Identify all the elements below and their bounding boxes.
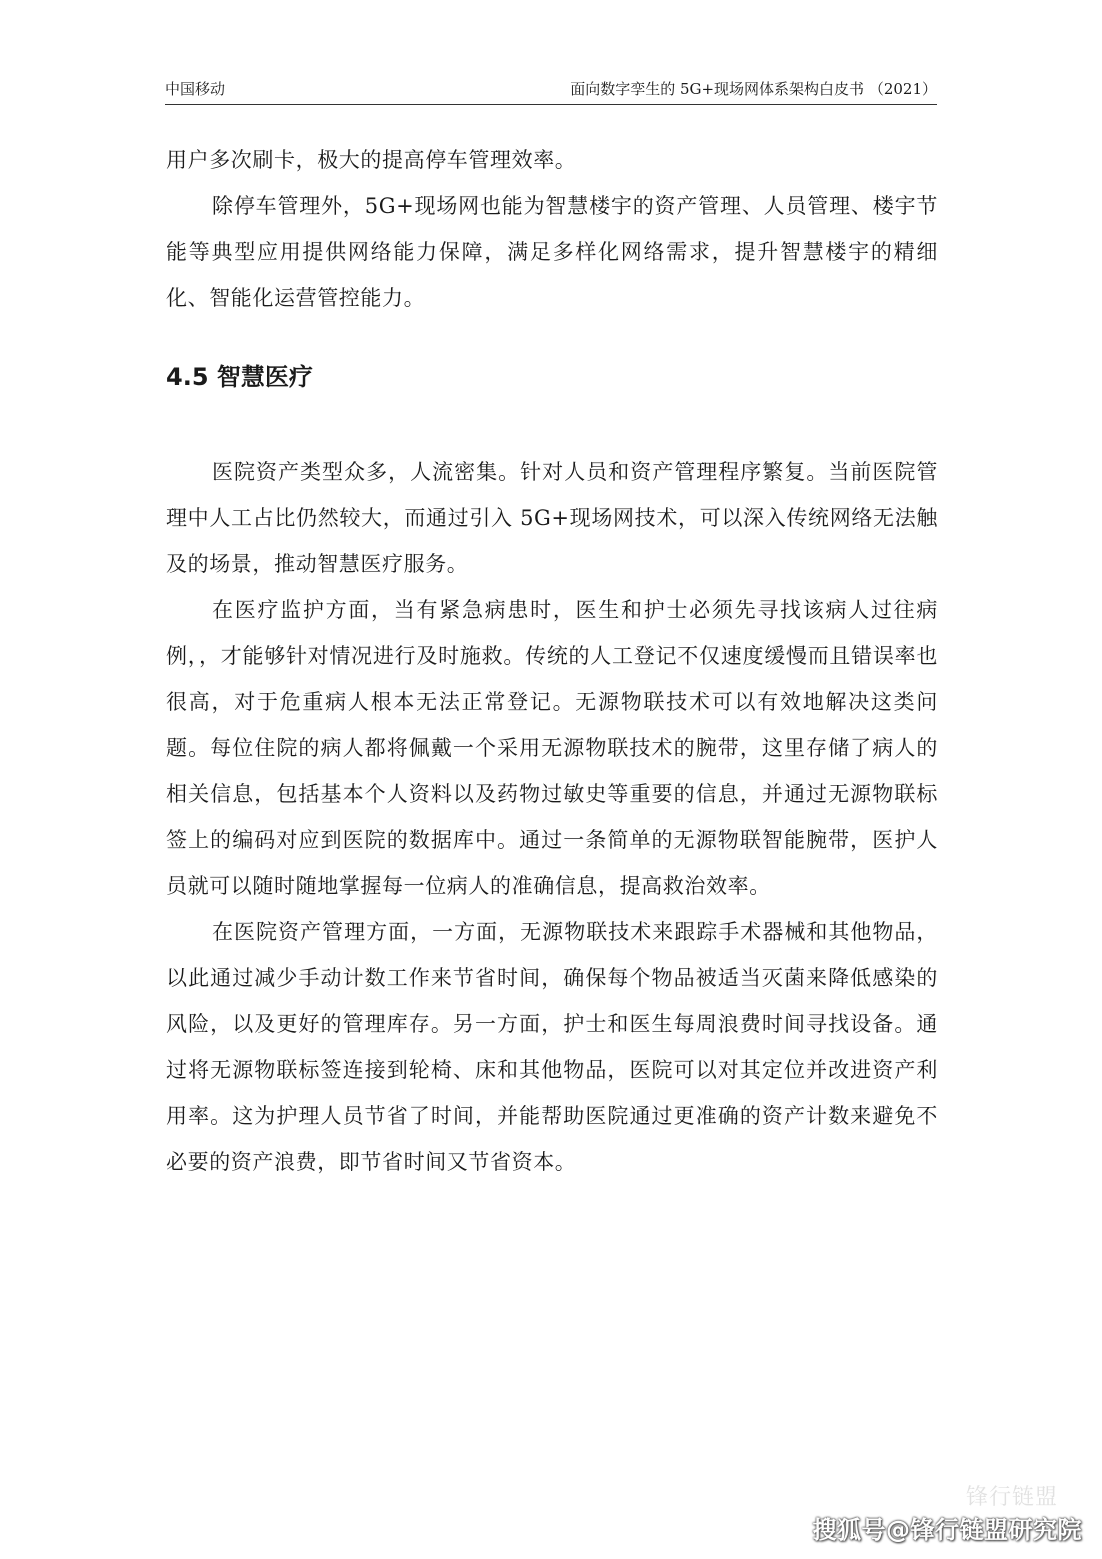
header-org: 中国移动	[165, 80, 226, 98]
watermark: 搜狐号@锋行链盟研究院	[812, 1516, 1082, 1544]
paragraph: 医院资产类型众多，人流密集。针对人员和资产管理程序繁复。当前医院管理中人工占比仍然较大，而通过引入 5G+现场网技术，可以深入传统网络无法触及的场景，推动智慧医疗服务。	[166, 460, 938, 576]
watermark-ghost: 锋行链盟	[965, 1485, 1058, 1510]
paragraph: 用户多次刷卡，极大的提高停车管理效率。	[166, 148, 577, 172]
section-heading: 4.5 智慧医疗	[166, 363, 313, 391]
document-body	[166, 137, 938, 1185]
paragraph: 在医院资产管理方面，一方面，无源物联技术来跟踪手术器械和其他物品，以此通过减少手动计数工作来节省时间，确保每个物品被适当灭菌来降低感染的风险，以及更好的管理库存。另一方面，护士和医生每周浪费时间寻找设备。通过将无源物联标签连接到轮椅、床和其他物品，医院可以对其定位并改进资产利用率。这为护理人员节省了时间，并能帮助医院通过更准确的资产计数来避免不必要的资产浪费，即节省时间又节省资本。	[166, 920, 938, 1174]
page-header	[165, 78, 937, 105]
paragraph: 在医疗监护方面，当有紧急病患时，医生和护士必须先寻找该病人过往病例，，才能够针对情况进行及时施救。传统的人工登记不仅速度缓慢而且错误率也很高，对于危重病人根本无法正常登记。无源物联技术可以有效地解决这类问题。每位住院的病人都将佩戴一个采用无源物联技术的腕带，这里存储了病人的相关信息，包括基本个人资料以及药物过敏史等重要的信息，并通过无源物联标签上的编码对应到医院的数据库中。通过一条简单的无源物联智能腕带，医护人员就可以随时随地掌握每一位病人的准确信息，提高救治效率。	[166, 598, 938, 898]
header-doc-title: 面向数字孪生的 5G+现场网体系架构白皮书 （2021）	[570, 80, 937, 98]
paragraph: 除停车管理外，5G+现场网也能为智慧楼宇的资产管理、人员管理、楼宇节能等典型应用提供网络能力保障，满足多样化网络需求，提升智慧楼宇的精细化、智能化运营管控能力。	[166, 194, 938, 310]
section-heading-wrap	[166, 321, 938, 433]
